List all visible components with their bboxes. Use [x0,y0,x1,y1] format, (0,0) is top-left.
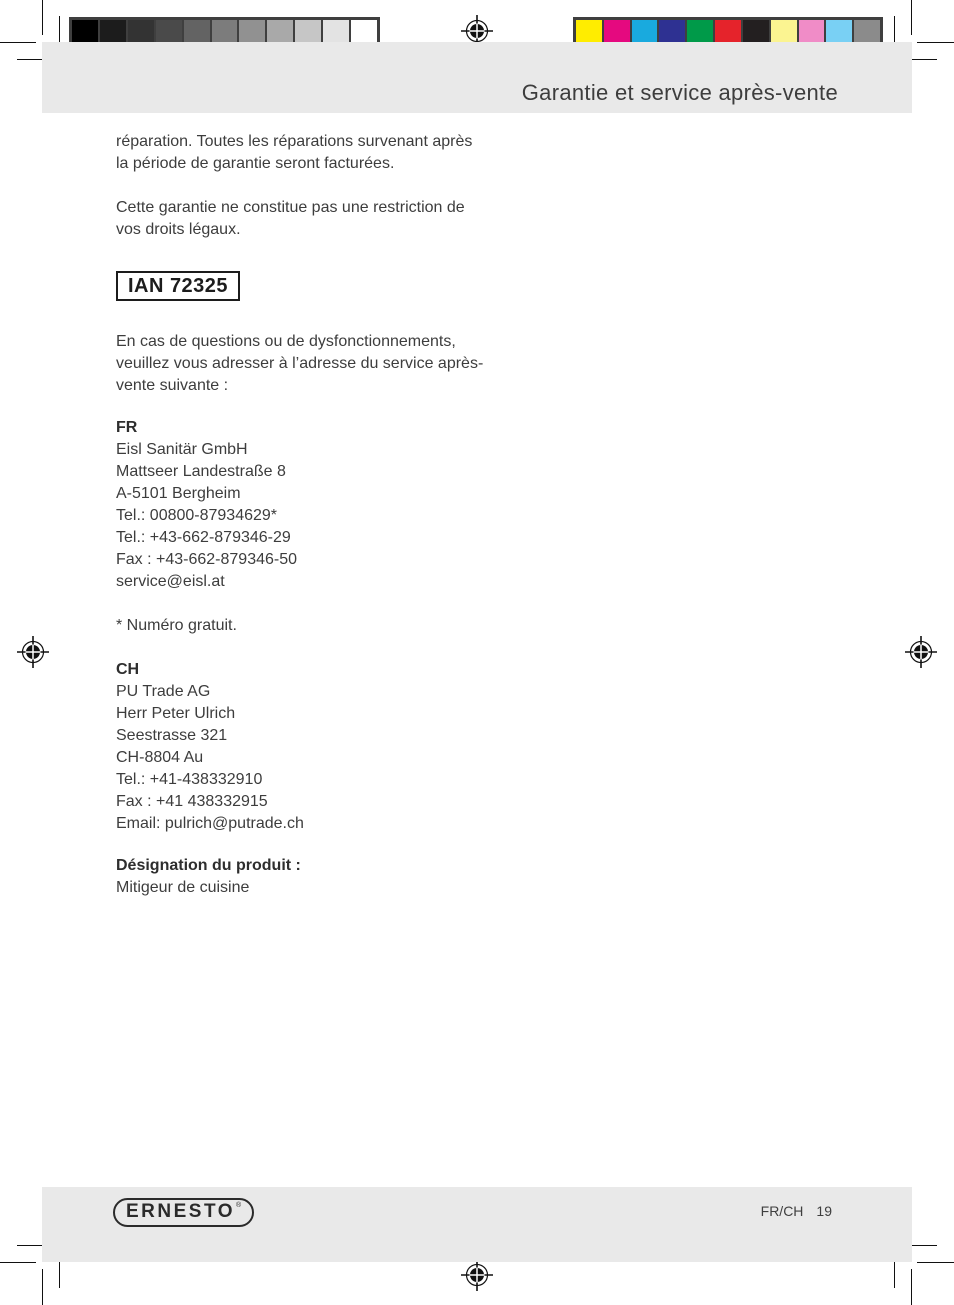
brand-name: ERNESTO [126,1201,236,1222]
calibration-swatch [799,20,825,43]
crop-mark [911,0,912,35]
address-line: Seestrasse 321 [116,727,228,744]
page-title: Garantie et service après-vente [521,80,838,105]
calibration-swatch [826,20,852,43]
calibration-swatch [184,20,210,43]
address-line: Tel.: 00800-87934629* [116,507,278,524]
crop-mark [911,1269,912,1305]
page-content [116,131,536,899]
crop-mark [0,42,36,43]
address-line: Tel.: +41-438332910 [116,771,263,788]
locale-label: FR/CH [760,1203,804,1219]
ian-code-box [116,271,240,301]
crop-mark [0,1262,36,1263]
address-line: Fax : +41 438332915 [116,793,268,810]
calibration-swatch [771,20,797,43]
address-line: PU Trade AG [116,683,211,700]
calibration-swatch [212,20,238,43]
footnote-free-number: * Numéro gratuit. [116,617,237,634]
calibration-swatch [576,20,602,43]
address-line: Tel.: +43-662-879346-29 [116,529,291,546]
registered-trademark-icon: ® [236,1201,242,1209]
page-info [761,1203,832,1219]
product-designation-block [116,855,536,899]
email-address: Email: pulrich@putrade.ch [116,815,304,832]
crop-mark [917,42,954,43]
header-band [42,42,912,113]
paragraph-legal: Cette garantie ne constitue pas une restriction de vos droits légaux. [116,199,465,238]
calibration-swatch [743,20,769,43]
email-address: service@eisl.at [116,573,225,590]
calibration-swatch [659,20,685,43]
paragraph-contact-intro: En cas de questions ou de dysfonctionnements, veuillez vous adresser à l’adresse du service après- vente suivante : [116,333,484,394]
page-number: 19 [816,1203,832,1219]
crop-mark [917,1262,954,1263]
address-line: Mattseer Landestraße 8 [116,463,286,480]
registration-mark-icon [905,636,937,668]
address-line: A-5101 Bergheim [116,485,241,502]
ian-code: IAN 72325 [127,275,229,297]
address-line: Herr Peter Ulrich [116,705,236,722]
calibration-swatch [854,20,880,43]
calibration-swatch [295,20,321,43]
address-block-ch [116,659,536,835]
calibration-swatch [351,20,377,43]
registration-mark-icon [461,1259,493,1291]
calibration-swatch [604,20,630,43]
calibration-swatch [128,20,154,43]
country-heading-fr: FR [116,419,138,436]
calibration-swatch [156,20,182,43]
address-line: Fax : +43-662-879346-50 [116,551,298,568]
address-line: Eisl Sanitär GmbH [116,441,248,458]
calibration-swatch [715,20,741,43]
calibration-swatch [239,20,265,43]
paragraph-repair: réparation. Toutes les réparations survenant après la période de garantie seront facturées. [116,133,473,172]
ernesto-brand-logo [113,1198,254,1227]
address-block-fr [116,417,536,593]
crop-mark [42,1269,43,1305]
calibration-swatch [323,20,349,43]
product-designation-heading: Désignation du produit : [116,857,301,874]
country-heading-ch: CH [116,661,140,678]
registration-mark-icon [17,636,49,668]
product-name: Mitigeur de cuisine [116,879,250,896]
calibration-swatch [100,20,126,43]
calibration-swatch [687,20,713,43]
calibration-swatch [72,20,98,43]
footer-band [42,1187,912,1262]
crop-mark [42,0,43,35]
address-line: CH-8804 Au [116,749,204,766]
calibration-swatch [632,20,658,43]
calibration-swatch [267,20,293,43]
